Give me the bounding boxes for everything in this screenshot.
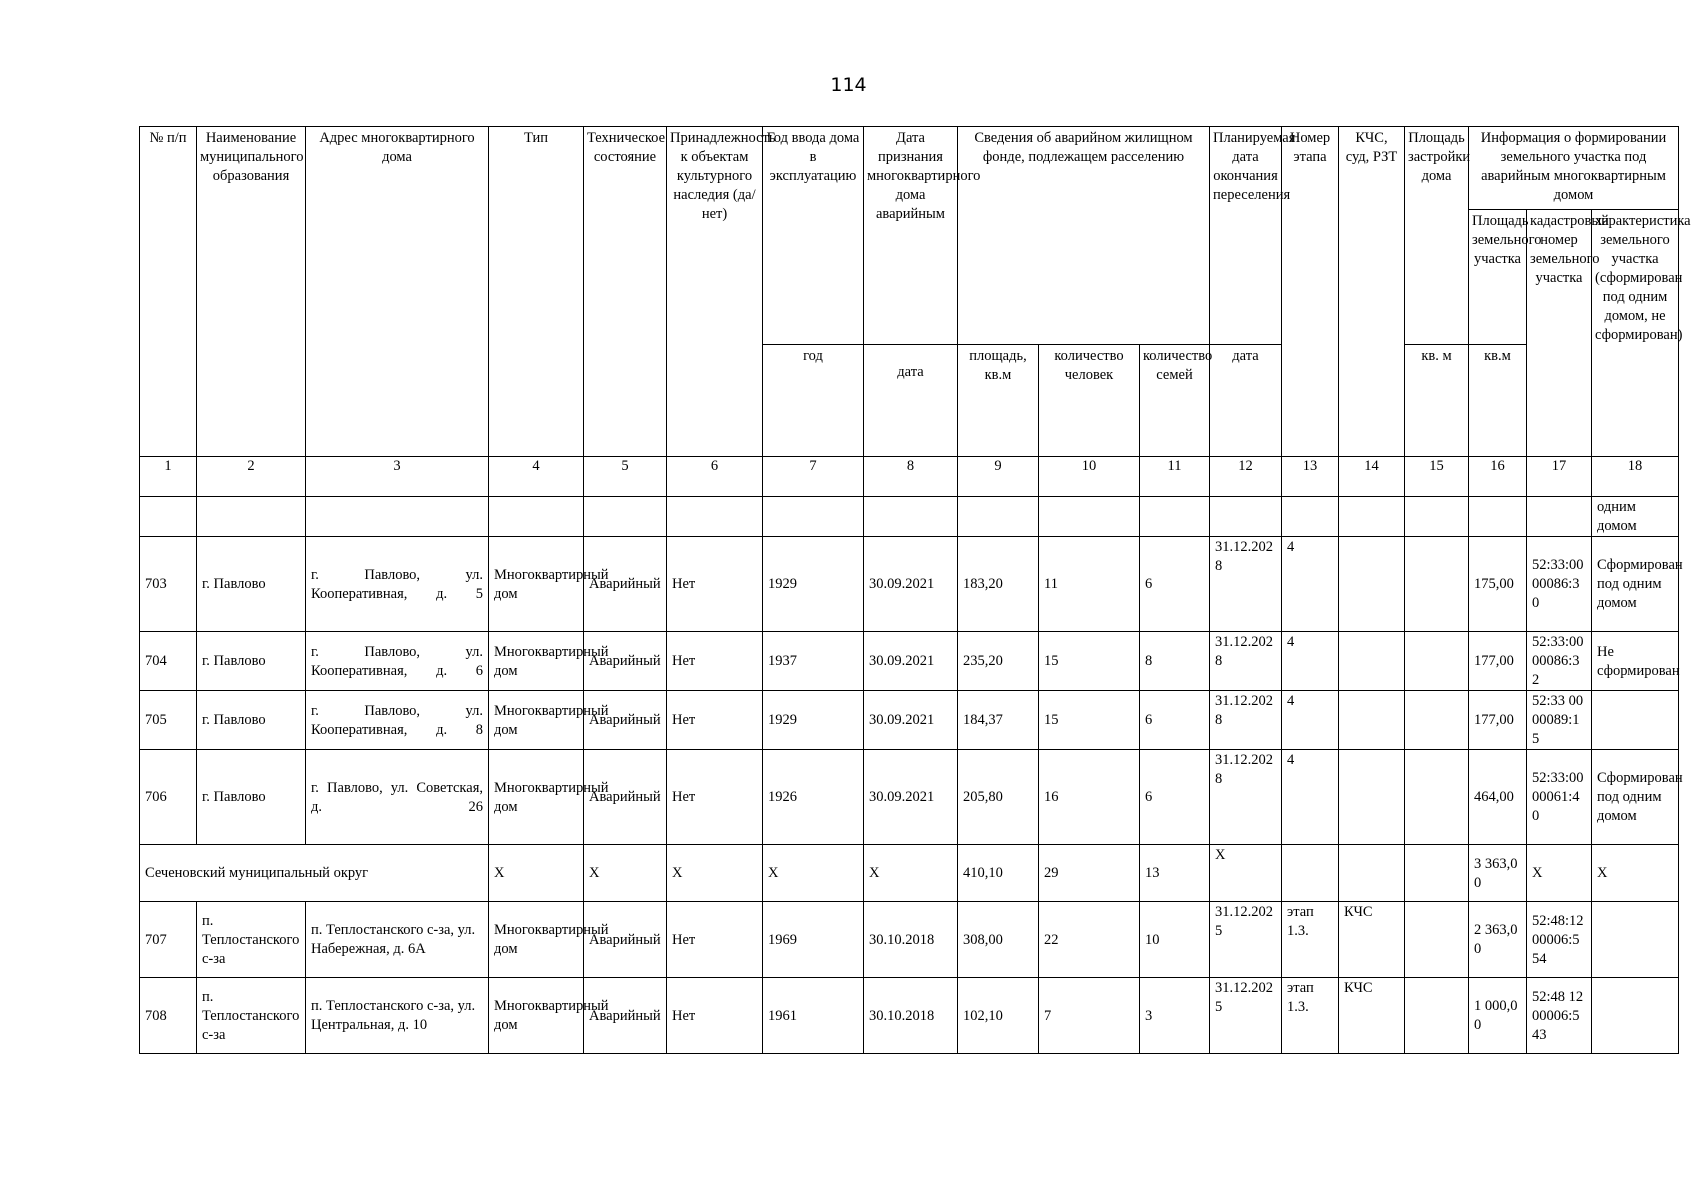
row-planned-date: 31.12.2028 <box>1210 537 1282 632</box>
row-stage: этап 1.3. <box>1282 902 1339 978</box>
table-row <box>140 632 1679 691</box>
row-families: 6 <box>1140 750 1210 845</box>
col-number: 8 <box>864 457 958 497</box>
row-year: 1929 <box>763 537 864 632</box>
header-land-info: Информация о формировании земельного участка под аварийным многоквартирным домом <box>1469 127 1679 210</box>
row-year: 1961 <box>763 978 864 1054</box>
row-heritage: Нет <box>667 978 763 1054</box>
row-type: Многоквартирный дом <box>489 537 584 632</box>
unit-area: площадь, кв.м <box>958 345 1039 457</box>
row-index: 703 <box>140 537 197 632</box>
column-number-row <box>140 457 1679 497</box>
col-number: 10 <box>1039 457 1140 497</box>
unit-build-area: кв. м <box>1405 345 1469 457</box>
row-area: 184,37 <box>958 691 1039 750</box>
row-address: г. Павлово, ул. Советская, д. 26 <box>306 750 489 845</box>
col-number: 11 <box>1140 457 1210 497</box>
col-number: 1 <box>140 457 197 497</box>
subtotal-characteristic: X <box>1592 845 1679 902</box>
row-stage: 4 <box>1282 750 1339 845</box>
row-heritage: Нет <box>667 691 763 750</box>
row-cadastre: 52:33:0000086:32 <box>1527 632 1592 691</box>
row-characteristic <box>1592 691 1679 750</box>
row-planned-date: 31.12.2028 <box>1210 750 1282 845</box>
subtotal-state: X <box>584 845 667 902</box>
row-stage: 4 <box>1282 537 1339 632</box>
col-number: 7 <box>763 457 864 497</box>
col-number: 12 <box>1210 457 1282 497</box>
row-municipality: п. Теплостанского с-за <box>197 978 306 1054</box>
row-state: Аварийный <box>584 978 667 1054</box>
row-year: 1929 <box>763 691 864 750</box>
subtotal-families: 13 <box>1140 845 1210 902</box>
header-cadastre: кадастровый номер земельного участка <box>1527 210 1592 457</box>
table-row <box>140 750 1679 845</box>
row-municipality: г. Павлово <box>197 691 306 750</box>
row-kchs: КЧС <box>1339 978 1405 1054</box>
subtotal-heritage: X <box>667 845 763 902</box>
row-cadastre: 52:33 0000089:15 <box>1527 691 1592 750</box>
row-planned-date: 31.12.2025 <box>1210 902 1282 978</box>
col-number: 4 <box>489 457 584 497</box>
row-land-area: 177,00 <box>1469 632 1527 691</box>
subtotal-label: Сеченовский муниципальный округ <box>140 845 489 902</box>
header-municipality: Наименование муниципального образования <box>197 127 306 457</box>
subtotal-land-area: 3 363,00 <box>1469 845 1527 902</box>
row-year: 1937 <box>763 632 864 691</box>
header-land-area: Площадь земельного участка <box>1469 210 1527 345</box>
col-number: 3 <box>306 457 489 497</box>
table-row <box>140 691 1679 750</box>
row-heritage: Нет <box>667 537 763 632</box>
subtotal-row <box>140 845 1679 902</box>
subtotal-people: 29 <box>1039 845 1140 902</box>
row-planned-date: 31.12.2028 <box>1210 632 1282 691</box>
row-land-area: 464,00 <box>1469 750 1527 845</box>
row-date: 30.09.2021 <box>864 750 958 845</box>
row-cadastre: 52:48:1200006:554 <box>1527 902 1592 978</box>
subtotal-planned-date: X <box>1210 845 1282 902</box>
header-stage: Номер этапа <box>1282 127 1339 457</box>
row-people: 7 <box>1039 978 1140 1054</box>
row-build-area <box>1405 750 1469 845</box>
row-stage: 4 <box>1282 632 1339 691</box>
row-address: г. Павлово, ул. Кооперативная, д. 8 <box>306 691 489 750</box>
unit-families: количество семей <box>1140 345 1210 457</box>
col-number: 5 <box>584 457 667 497</box>
col-number: 17 <box>1527 457 1592 497</box>
row-families: 10 <box>1140 902 1210 978</box>
row-state: Аварийный <box>584 632 667 691</box>
row-build-area <box>1405 537 1469 632</box>
row-municipality: г. Павлово <box>197 632 306 691</box>
header-housing-info: Сведения об аварийном жилищном фонде, подлежащем расселению <box>958 127 1210 345</box>
table-row <box>140 902 1679 978</box>
row-land-area: 1 000,00 <box>1469 978 1527 1054</box>
row-characteristic: Не сформирован <box>1592 632 1679 691</box>
row-build-area <box>1405 632 1469 691</box>
header-index: № п/п <box>140 127 197 457</box>
col-number: 13 <box>1282 457 1339 497</box>
row-state: Аварийный <box>584 691 667 750</box>
page-number: 114 <box>830 74 867 96</box>
row-municipality: г. Павлово <box>197 750 306 845</box>
col-number: 2 <box>197 457 306 497</box>
header-year: Год ввода дома в эксплуатацию <box>763 127 864 345</box>
row-date: 30.10.2018 <box>864 978 958 1054</box>
row-heritage: Нет <box>667 632 763 691</box>
row-state: Аварийный <box>584 750 667 845</box>
row-stage: 4 <box>1282 691 1339 750</box>
row-address: г. Павлово, ул. Кооперативная, д. 5 <box>306 537 489 632</box>
row-land-area: 2 363,00 <box>1469 902 1527 978</box>
row-date: 30.09.2021 <box>864 691 958 750</box>
row-build-area <box>1405 691 1469 750</box>
row-families: 8 <box>1140 632 1210 691</box>
row-planned-date: 31.12.2028 <box>1210 691 1282 750</box>
unit-year: год <box>763 345 864 457</box>
row-heritage: Нет <box>667 902 763 978</box>
header-recognition-date: Дата признания многоквартирного дома аварийным <box>864 127 958 345</box>
row-families: 3 <box>1140 978 1210 1054</box>
col-number: 14 <box>1339 457 1405 497</box>
row-people: 22 <box>1039 902 1140 978</box>
unit-land-area: кв.м <box>1469 345 1527 457</box>
row-index: 704 <box>140 632 197 691</box>
col-number: 6 <box>667 457 763 497</box>
header-planned-date: Планируемая дата окончания переселения <box>1210 127 1282 345</box>
row-cadastre: 52:33:0000086:30 <box>1527 537 1592 632</box>
subtotal-type: X <box>489 845 584 902</box>
header-build-area: Площадь застройки дома <box>1405 127 1469 345</box>
header-address: Адрес многоквартирного дома <box>306 127 489 457</box>
row-index: 706 <box>140 750 197 845</box>
row-index: 707 <box>140 902 197 978</box>
row-kchs <box>1339 537 1405 632</box>
row-characteristic <box>1592 978 1679 1054</box>
row-date: 30.10.2018 <box>864 902 958 978</box>
row-land-area: 175,00 <box>1469 537 1527 632</box>
row-area: 308,00 <box>958 902 1039 978</box>
continuation-row <box>140 497 1679 537</box>
row-land-area: 177,00 <box>1469 691 1527 750</box>
row-families: 6 <box>1140 537 1210 632</box>
header-tech-state: Техническое состояние <box>584 127 667 457</box>
col-number: 18 <box>1592 457 1679 497</box>
subtotal-cadastre: X <box>1527 845 1592 902</box>
header-heritage: Принадлежность к объектам культурного наследия (да/нет) <box>667 127 763 457</box>
table-row <box>140 978 1679 1054</box>
row-state: Аварийный <box>584 902 667 978</box>
row-index: 708 <box>140 978 197 1054</box>
row-characteristic <box>1592 902 1679 978</box>
row-year: 1926 <box>763 750 864 845</box>
row-year: 1969 <box>763 902 864 978</box>
emergency-housing-table <box>139 126 1691 1054</box>
unit-planned-date: дата <box>1210 345 1282 457</box>
row-type: Многоквартирный дом <box>489 691 584 750</box>
row-type: Многоквартирный дом <box>489 978 584 1054</box>
header-land-characteristic: характеристика земельного участка (сформирован под одним домом, не сформирован) <box>1592 210 1679 457</box>
row-area: 102,10 <box>958 978 1039 1054</box>
row-address: п. Теплостанского с-за, ул. Набережная, д. 6А <box>306 902 489 978</box>
row-kchs <box>1339 691 1405 750</box>
row-cadastre: 52:48 1200006:543 <box>1527 978 1592 1054</box>
row-kchs <box>1339 750 1405 845</box>
header-kchs: КЧС, суд, РЗТ <box>1339 127 1405 457</box>
row-people: 16 <box>1039 750 1140 845</box>
row-characteristic: Сформирован под одним домом <box>1592 537 1679 632</box>
header-type: Тип <box>489 127 584 457</box>
row-type: Многоквартирный дом <box>489 750 584 845</box>
row-area: 205,80 <box>958 750 1039 845</box>
row-cadastre: 52:33:0000061:40 <box>1527 750 1592 845</box>
row-area: 235,20 <box>958 632 1039 691</box>
row-area: 183,20 <box>958 537 1039 632</box>
col-number: 9 <box>958 457 1039 497</box>
col-number: 16 <box>1469 457 1527 497</box>
row-address: г. Павлово, ул. Кооперативная, д. 6 <box>306 632 489 691</box>
row-address: п. Теплостанского с-за, ул. Центральная, д. 10 <box>306 978 489 1054</box>
row-heritage: Нет <box>667 750 763 845</box>
col-number: 15 <box>1405 457 1469 497</box>
row-date: 30.09.2021 <box>864 537 958 632</box>
row-kchs <box>1339 632 1405 691</box>
header-row-1 <box>140 127 1679 210</box>
table-row <box>140 537 1679 632</box>
row-state: Аварийный <box>584 537 667 632</box>
row-stage: этап 1.3. <box>1282 978 1339 1054</box>
row-people: 15 <box>1039 632 1140 691</box>
unit-date: дата <box>864 345 958 457</box>
row-build-area <box>1405 978 1469 1054</box>
row-planned-date: 31.12.2025 <box>1210 978 1282 1054</box>
row-kchs: КЧС <box>1339 902 1405 978</box>
row-characteristic: Сформирован под одним домом <box>1592 750 1679 845</box>
row-date: 30.09.2021 <box>864 632 958 691</box>
subtotal-date: X <box>864 845 958 902</box>
row-type: Многоквартирный дом <box>489 902 584 978</box>
row-families: 6 <box>1140 691 1210 750</box>
row-municipality: п. Теплостанского с-за <box>197 902 306 978</box>
row-people: 15 <box>1039 691 1140 750</box>
continuation-text: одним домом <box>1592 497 1679 537</box>
unit-people: количество человек <box>1039 345 1140 457</box>
row-index: 705 <box>140 691 197 750</box>
subtotal-area: 410,10 <box>958 845 1039 902</box>
subtotal-year: X <box>763 845 864 902</box>
row-type: Многоквартирный дом <box>489 632 584 691</box>
row-people: 11 <box>1039 537 1140 632</box>
row-build-area <box>1405 902 1469 978</box>
row-municipality: г. Павлово <box>197 537 306 632</box>
